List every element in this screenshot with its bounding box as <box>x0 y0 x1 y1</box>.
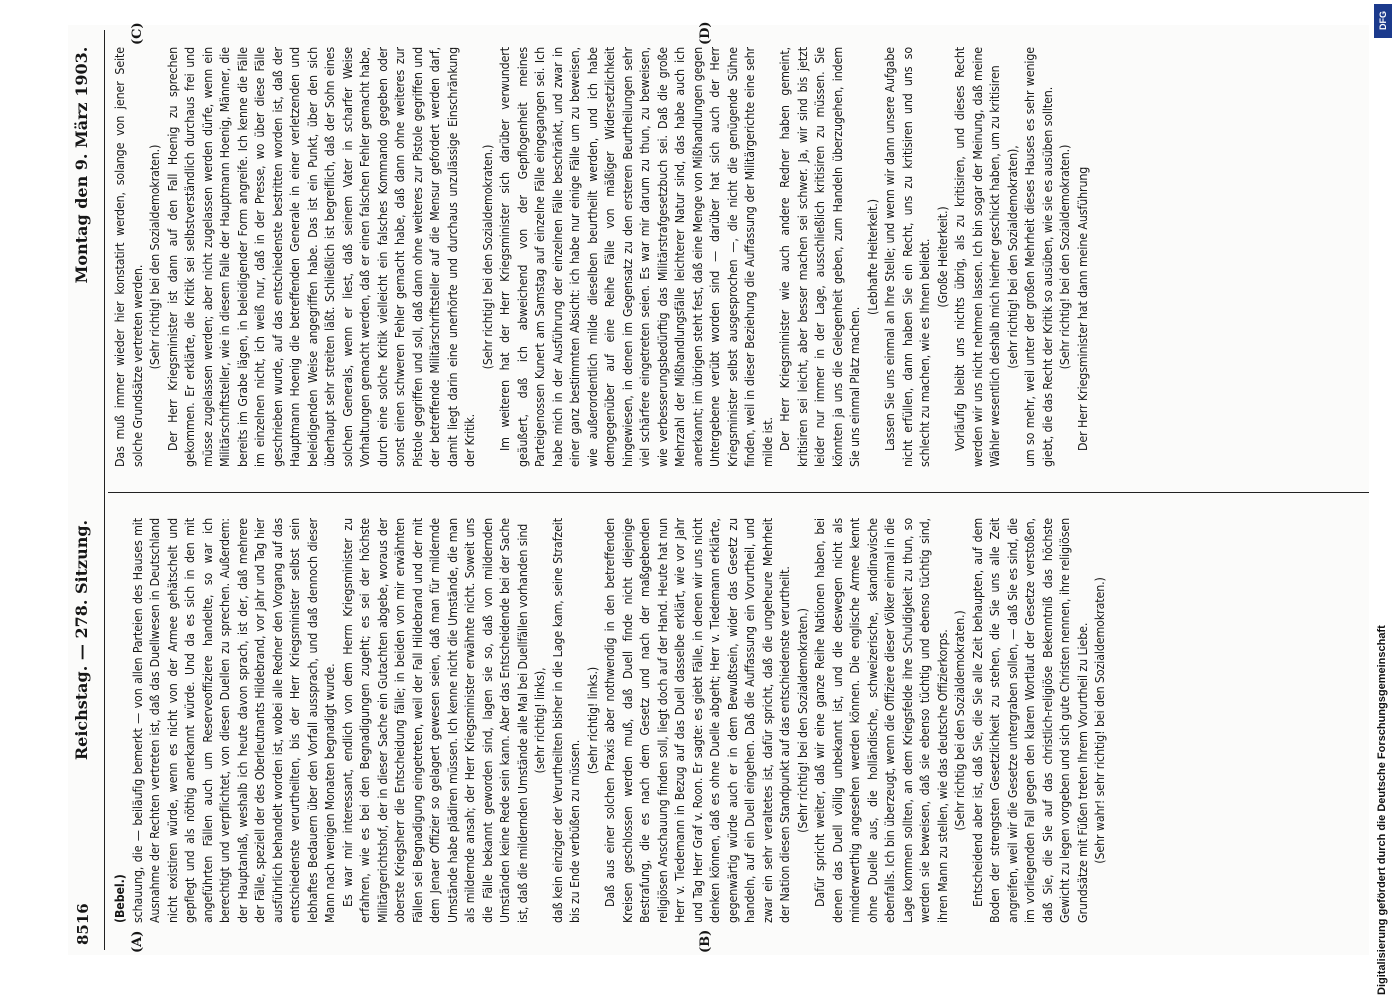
digitization-credit-strip <box>1369 0 1397 1000</box>
paragraph: Entscheidend aber ist, daß Sie, die Sie alle Zeit behaupten, auf dem Boden der strengsten Gesetzlichkeit zu stehen, die Sie uns alle Zeit angreifen, weil wir die Gesetze untergraben sollen, — daß Sie es sind, die im vorliegenden Fall gegen den klaren Wortlaut der Gesetze verstoßen, daß Sie, die Sie auf das christlich-religiöse Bekenntniß das höchste Gewicht zu legen vorgeben und sich gute Christen nennen, ihre religiösen Grundsätze mit Füßen treten Ihrem Vorurtheil zu Liebe. <box>970 518 1090 923</box>
paragraph: schauung, die — beiläufig bemerkt — von allen Parteien des Hauses mit Ausnahme der Rechten vertreten ist, daß das Duellwesen in Deutschland nicht existiren würde, wenn es nicht von der Armee gehätschelt und gepflegt und als nöthig anerkannt würde. Und da es sich in den mit angeführten Fällen auch um Reserveoffiziere handelte, so war ich berechtigt und verpflichtet, von diesen Duellen zu sprechen. Außerdem: der Hauptanlaß, weshalb ich heute davon sprach, ist der, daß mehrere der Fälle, speziell der des Oberleutnants Hildebrand, vor Jahr und Tag hier ausführlich behandelt worden ist, wobei alle Redner den Vorgang auf das entschiedenste verurtheilten, bis der Herr Kriegsminister selbst sein lebhaftes Bedauern über den Vorfall aussprach, und daß dennoch dieser Mann nach wenigen Monaten begnadigt wurde. <box>130 518 337 923</box>
interjection: (Sehr richtig! bei den Sozialdemokraten.) <box>148 144 162 370</box>
interjection: (Sehr richtig! bei den Sozialdemokraten.) <box>795 608 810 833</box>
speaker-label: (Bebel.) <box>113 874 127 923</box>
text-column-left <box>112 518 1393 923</box>
paragraph: Vorläufig bleibt uns nichts übrig, als zu kritisiren, und dieses Recht werden wir uns nicht nehmen lassen. Ich bin sogar der Meinung, daß meine Wähler wesentlich deshalb mich hierher geschickt haben, um zu kritisiren <box>953 47 1002 467</box>
paragraph: Das muß immer wieder hier konstatirt werden, solange von jener Seite solche Grundsätze vertreten werden. <box>113 47 145 467</box>
margin-marker-c: (C) <box>130 22 145 45</box>
margin-marker-a: (A) <box>130 930 145 953</box>
interjection: (Sehr richtig! bei den Sozialdemokraten.) <box>1058 144 1072 370</box>
digitization-credit-text: Digitalisierung gefördert durch die Deutsche Forschungsgemeinschaft <box>1376 625 1388 995</box>
margin-marker-d: (D) <box>698 21 713 45</box>
rotated-document-page <box>68 21 1397 955</box>
page-number: 8516 <box>74 903 92 945</box>
paragraph: Lassen Sie uns einmal an Ihre Stelle; und wenn wir dann unsere Aufgabe nicht erfüllen, dann haben Sie ein Recht, uns zu kritisiren und uns so schlecht zu machen, wie es Ihnen beliebt. <box>883 47 932 467</box>
column-divider <box>108 492 1393 493</box>
session-title: Reichstag. — 278. Sitzung. <box>72 519 91 761</box>
paragraph: Daß aus einer solchen Praxis aber nothwendig in den betreffenden Kreisen geschlossen werden muß, daß Duell finde nicht diejenige Bestrafung, die es nach dem Gesetz und nach der maßgebenden religiösen Anschauung finden soll, liegt doch auf der Hand. Heute hat nun Herr v. Tiedemann in Bezug auf das Duell dasselbe erklärt, wie vor Jahr und Tag Herr Graf v. Roon. Er sagte: es giebt Fälle, in denen wir uns nicht denken können, daß es ohne Duelle abgeht; Herr v. Tiedemann erklärte, gegenwärtig würde auch er in dem Bewußtsein, wider das Gesetz zu handeln, auf ein Duell eingehen. Daß die Auffassung ein Vorurtheil, und zwar ein sehr veraltetes ist, dafür spricht, daß die ungeheure Mehrheit der Nation diesen Standpunkt auf das entschiedenste verurtheilt. <box>603 518 792 923</box>
interjection: (Sehr richtig! bei den Sozialdemokraten.) <box>480 144 495 370</box>
margin-marker-b: (B) <box>698 929 713 953</box>
paragraph: daß kein einziger der Verurtheilten bisher in die Lage kam, seine Strafzeit bis zu Ende verbüßen zu müssen. <box>550 518 582 923</box>
paragraph: Es war mir interessant, endlich von dem Herrn Kriegsminister zu erfahren, wie es bei den Begnadigungen zugeht; es sei der höchste Militärgerichtshof, der in dieser Sache ein Gutachten abgebe, woraus der oberste Kriegsherr die Entscheidung fälle; in beiden von mir erwähnten Fällen sei Begnadigung eingetreten, weil der Fall Hildebrand und der mit dem Jenaer Offizier so gelagert gewesen seien, daß man für mildernde Umstände habe plädiren müssen. Ich kenne nicht die Umstände, die man als mildernde ansah; der Herr Kriegsminister erwähnte nicht. Soweit uns die Fälle bekannt geworden sind, lagen sie so, daß von mildernden Umständen keine Rede sein kann. Aber das Entscheidende bei der Sache ist, daß die mildernden Umstände alle Mal bei Duellfällen vorhanden sind <box>340 518 530 923</box>
paragraph: Der Herr Kriegsminister ist dann auf den Fall Hoenig zu sprechen gekommen. Er erklärte, die Kritik sei selbstverständlich durchaus frei und müsse zugelassen werden; aber nicht zugelassen werden dürfe, wenn ein Militärschriftsteller, wie in diesem Falle der Hauptmann Hoenig, Männer, die bereits im Grabe lägen, in beleidigender Form angreife. Ich kenne die Fälle im einzelnen nicht, ich weiß nur, daß in der Presse, wo über diese Fälle geschrieben wurde, auf das entschiedenste bestritten worden ist, daß der Hauptmann Hoenig die betreffenden Generale in einer verletzenden und beleidigenden Weise angegriffen habe. Das ist ein Punkt, über den sich überhaupt sehr streiten läßt. Schließlich ist begreiflich, daß der Sohn eines solchen Generals, wenn er liest, daß seinem Vater in scharfer Weise Vorhaltungen gemacht werden, daß er einen falschen Fehler gemacht habe, durch eine solche Kritik vielleicht ein falsches Kommando gegeben oder sonst einen schweren Fehler gemacht habe, daß dann ohne weiteres zur Pistole gegriffen und soll, daß dann ohne weiteres zur Pistole gegriffen und der betreffende Militärschriftsteller auf die Mensur gefordert werden darf, damit liegt darin eine unerhörte und durchaus unzulässige Einschränkung der Kritik. <box>165 47 477 467</box>
date-title: Montag den 9. März 1903. <box>72 46 91 284</box>
text-column-right <box>112 47 1393 467</box>
interjection: (sehr richtig! links), <box>533 667 547 774</box>
interjection: (sehr richtig! bei den Sozialdemokraten), <box>1005 145 1020 369</box>
paragraph: Dafür spricht weiter, daß wir eine ganze Reihe Nationen haben, bei denen das Duell völlig unbekannt ist, und die deswegen nicht als minderwerthig angesehen werden können. Die englische Armee kennt ohne Duelle aus, die holländische, schweizerische, skandinavische ebenfalls. Ich bin überzeugt, wenn die Offiziere dieser Völker einmal in die Lage kommen sollten, an dem Kriegsfelde ihre Schuldigkeit zu thun, so werden sie beweisen, daß sie ebenso tüchtig und ebenso tüchtig sind, ihren Mann zu stellen, wie das deutsche Offizierkorps. <box>813 518 950 923</box>
interjection: (Sehr richtig bei den Sozialdemokraten.) <box>953 610 967 831</box>
dfg-logo: DFG <box>1374 4 1392 38</box>
interjection: (Große Heiterkeit.) <box>935 206 950 308</box>
header-rule <box>104 30 105 950</box>
interjection: (Lebhafte Heiterkeit.) <box>865 199 880 315</box>
paragraph: Der Herr Kriegsminister wie auch andere Redner haben gemeint, kritisiren sei leicht, aber besser machen sei schwer. Ja, wir sind bis jetzt leider nur immer in der Lage, ausschließlich kritisiren zu müssen. Sie könnten ja uns die Gelegenheit geben, zum Handeln überzugehen, indem Sie uns einmal Platz machen. <box>778 47 862 467</box>
page-header <box>68 35 98 945</box>
interjection: (Sehr richtig! links.) <box>585 666 600 775</box>
paragraph: um so mehr, weil unter der großen Mehrheit dieses Hauses es sehr wenige giebt, die das Recht der Kritik so ausüben, wie sie es ausüben sollten. <box>1023 47 1055 467</box>
paragraph: Im weiteren hat der Herr Kriegsminister sich darüber verwundert geäußert, daß ich abweichend von der Gepflogenheit meines Parteigenossen Kunert am Samstag auf einzelne Fälle eingegangen sei. Ich habe mich in der Ausführung der einzelnen Fälle beschränkt, und zwar in einer ganz bestimmten Absicht: ich habe nur einige Fälle um zu beweisen, wie außerordentlich milde dieselben beurtheilt werden, und ich habe demgegenüber auf eine Reihe Fälle von mäßiger Widersetzlichkeit hingewiesen, in denen im Gegensatz zu den ersteren Beurtheilungen sehr viel schärfere eingetreten seien. Es war mir darum zu thun, zu beweisen, wie verbesserungsbedürftig das Militärstrafgesetzbuch sei. Daß die große Mehrzahl der Mißhandlungsfälle leichterer Natur sind, das habe auch ich anerkannt; im übrigen steht fest, daß eine Menge von Mißhandlungen gegen Untergebene verübt worden sind — darüber hat sich auch der Herr Kriegsminister selbst ausgesprochen —, die nicht die genügende Sühne finden, weil in dieser Beziehung die Auffassung der Militärgerichte eine sehr milde ist. <box>498 47 775 467</box>
interjection: (Sehr wahr! sehr richtig! bei den Sozialdemokraten.) <box>1093 577 1107 864</box>
paragraph: Der Herr Kriegsminister hat dann meine Ausführung <box>1075 166 1090 451</box>
